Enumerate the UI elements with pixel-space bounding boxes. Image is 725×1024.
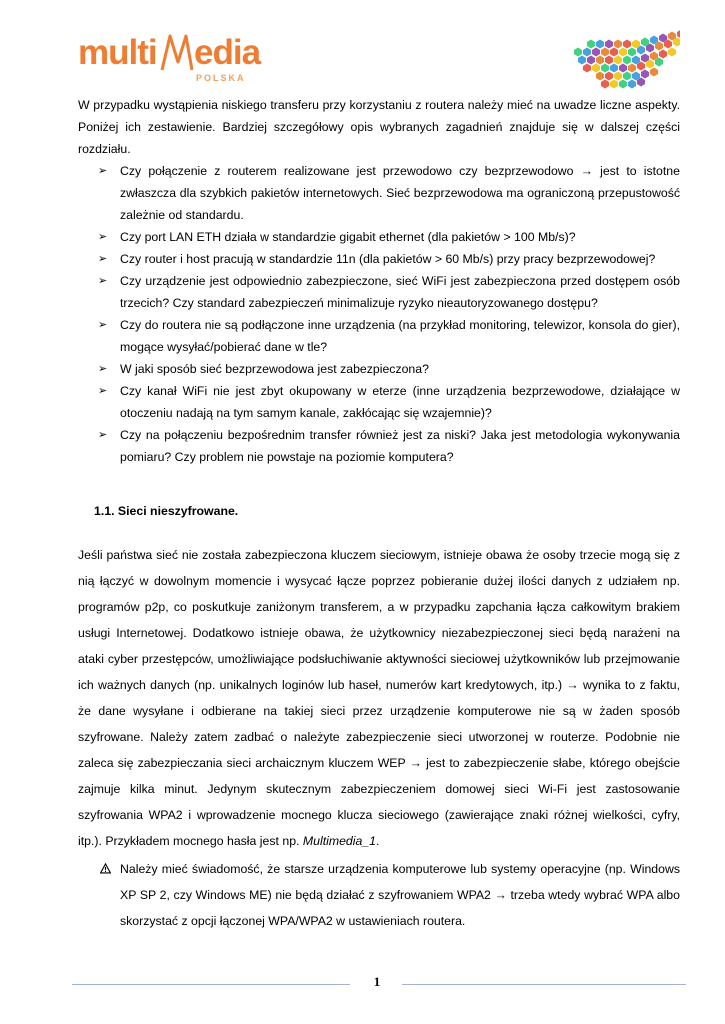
cube-icon xyxy=(601,80,609,89)
warning-note xyxy=(120,856,680,934)
cube-icon xyxy=(677,30,680,39)
cube-icon xyxy=(619,48,627,57)
cube-icon xyxy=(668,48,676,57)
page-header xyxy=(0,0,725,92)
cube-icon xyxy=(650,68,658,77)
arrow-bullet-icon: ➢ xyxy=(98,363,108,375)
arrow-bullet-icon: ➢ xyxy=(98,385,108,397)
cube-icon xyxy=(592,48,600,57)
cube-icon xyxy=(641,70,649,79)
intro-paragraph: W przypadku wystąpienia niskiego transferu przy korzystaniu z routera należy mieć na uwadze liczne aspekty. Poniżej ich zestawienie. Bardziej szczegółowy opis wybranych zagadnień znajduje się w dalszej części rozdziału. xyxy=(78,98,680,156)
cube-icon xyxy=(628,80,636,89)
cube-icon xyxy=(578,56,586,65)
logo-wordmark-graphic xyxy=(78,30,278,76)
warning-text: Należy mieć świadomość, że starsze urządzenia komputerowe lub systemy operacyjne (np. Windows XP SP 2, czy Windows ME) nie będą działać z szyfrowaniem WPA2 → trzeba wtedy wybrać WPA albo skorzystać z opcji łączonej WPA/WPA2 w ustawieniach routera. xyxy=(120,862,680,928)
cube-icon xyxy=(574,48,582,57)
cube-icon xyxy=(659,50,667,59)
cube-icon xyxy=(605,40,613,49)
cube-icon xyxy=(583,48,591,57)
footer-divider-left xyxy=(72,984,350,985)
svg-text:multi: multi xyxy=(78,33,157,72)
cube-icon xyxy=(623,40,631,49)
cube-icon xyxy=(610,48,618,57)
cube-icon xyxy=(605,56,613,65)
list-item: ➢ Czy port LAN ETH działa w standardzie gigabit ethernet (dla pakietów > 100 Mb/s)? xyxy=(120,226,680,248)
cube-icon xyxy=(601,64,609,73)
cube-icon xyxy=(619,80,627,89)
cube-icon xyxy=(592,64,600,73)
checklist xyxy=(78,160,680,468)
list-item: ➢ W jaki sposób sieć bezprzewodowa jest zabezpieczona? xyxy=(120,358,680,380)
arrow-bullet-icon: ➢ xyxy=(98,429,108,441)
list-item: ➢ Czy połączenie z routerem realizowane jest przewodowo czy bezprzewodowo → jest to istotne zwłaszcza dla szybkich pakietów internetowych. Sieć bezprzewodowa ma ograniczoną przepustowość zależnie od standardu. xyxy=(120,160,680,226)
footer-divider-right xyxy=(402,984,686,985)
cube-icon xyxy=(587,56,595,65)
cube-icon xyxy=(610,80,618,89)
cube-icon xyxy=(614,72,622,81)
document-body xyxy=(78,94,680,934)
list-item: ➢ Czy kanał WiFi nie jest zbyt okupowany w eterze (inne urządzenia bezprzewodowe, działające w otoczeniu nadają na tym samym kanale, zakłócając się wzajemnie)? xyxy=(120,380,680,424)
cube-icon xyxy=(628,48,636,57)
page-number: 1 xyxy=(373,974,381,989)
cube-icon xyxy=(583,64,591,73)
warning-icon xyxy=(100,857,111,883)
list-item: ➢ Czy urządzenie jest odpowiednio zabezpieczone, sieć WiFi jest zabezpieczona przed dostępem osób trzecich? Czy standard zabezpieczeń minimalizuje ryzyko nieautoryzowanego dostępu? xyxy=(120,270,680,314)
cube-icon xyxy=(605,72,613,81)
arrow-bullet-icon: ➢ xyxy=(98,253,108,265)
cube-icon xyxy=(628,64,636,73)
cube-icon xyxy=(623,56,631,65)
list-item: ➢ Czy do routera nie są podłączone inne urządzenia (na przykład monitoring, telewizor, konsola do gier), mogące wysyłać/pobierać dane w tle? xyxy=(120,314,680,358)
arrow-bullet-icon: ➢ xyxy=(98,231,108,243)
cube-icon xyxy=(587,40,595,49)
cube-icon xyxy=(623,72,631,81)
list-item: ➢ Czy router i host pracują w standardzie 11n (dla pakietów > 60 Mb/s) przy pracy bezprzewodowej? xyxy=(120,248,680,270)
logo-wordmark xyxy=(78,30,278,89)
arrow-bullet-icon: ➢ xyxy=(98,165,108,177)
colorful-cubes-logo xyxy=(568,30,680,92)
cube-icon xyxy=(610,64,618,73)
arrow-bullet-icon: ➢ xyxy=(98,319,108,331)
list-item: ➢ Czy na połączeniu bezpośrednim transfer również jest za niski? Jaka jest metodologia wykonywania pomiaru? Czy problem nie powstaje na poziomie komputera? xyxy=(120,424,680,468)
logo-subtitle: POLSKA xyxy=(196,73,246,83)
multimedia-logo xyxy=(78,30,278,90)
cube-icon xyxy=(614,56,622,65)
section-heading: 1.1. Sieci nieszyfrowane. xyxy=(94,504,239,518)
svg-text:edia: edia xyxy=(194,33,261,72)
cube-icon xyxy=(596,72,604,81)
arrow-bullet-icon: ➢ xyxy=(98,275,108,287)
cube-icon xyxy=(596,40,604,49)
cube-icon xyxy=(601,48,609,57)
section-paragraph: Jeśli państwa sieć nie została zabezpieczona kluczem sieciowym, istnieje obawa że osoby trzecie mogą się z nią łączyć w dowolnym momencie i wysycać łącze poprzez pobieranie dużej ilości danych z udziałem np. programów p2p, co poskutkuje zaniżonym transferem, a w przypadku zapchania łącza całkowitym brakiem usługi Internetowej. Dodatkowo istnieje obawa, że użytkownicy niezabezpieczonej sieci będą narażeni na ataki cyber przestępców, umożliwiające podsłuchiwanie aktywności sieciowej użytkowników lub przejmowanie ich ważnych danych (np. unikalnych loginów lub haseł, numerów kart kredytowych, itp.) → wynika to z faktu, że dane wysyłane i odbierane na takiej sieci przez urządzenie komputerowe nie są w żaden sposób szyfrowane. Należy zatem zadbać o należyte zabezpieczenie sieci utworzonej w routerze. Podobnie nie zaleca się zabezpieczania sieci archaicznym kluczem WEP → jest to zabezpieczenie słabe, którego obejście zajmuje kilka minut. Jedynym skutecznym zabezpieczeniem domowej sieci Wi-Fi jest zastosowanie szyfrowania WPA2 i wprowadzenie mocnego klucza sieciowego (zawierające znaki różnej wielkości, cyfry, itp.). Przykładem mocnego hasła jest np. Multimedia_1. xyxy=(78,548,680,848)
cube-icon xyxy=(614,40,622,49)
cube-icon xyxy=(619,64,627,73)
cube-icon xyxy=(596,56,604,65)
password-example: Multimedia_1 xyxy=(302,834,377,848)
